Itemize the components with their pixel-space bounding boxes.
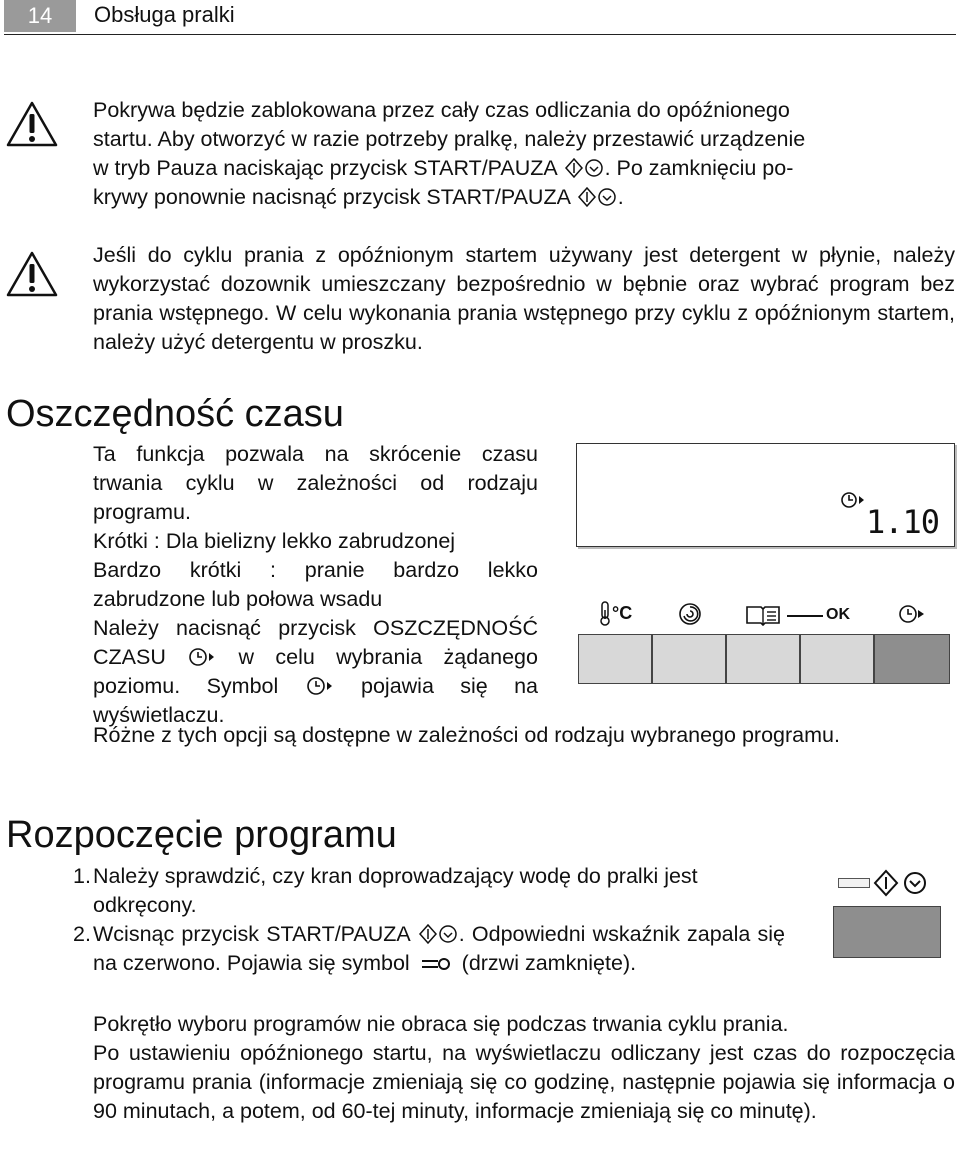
time-saving-options-text: Różne z tych opcji są dostępne w zależności od rodzaju wybranego programu. <box>93 723 840 747</box>
warning-triangle-icon <box>6 100 58 148</box>
start-pause-icon <box>563 157 605 179</box>
time-saving-press: Należy nacisnąć przycisk OSZCZĘDNOŚĆ CZASU w celu wybrania żądanego poziomu. Symbol pojawia się na wyświetlaczu. <box>93 616 538 727</box>
page-number: 14 <box>4 0 76 32</box>
start-pause-button[interactable] <box>833 906 941 958</box>
header-divider <box>4 34 956 35</box>
page-title: Obsługa pralki <box>94 2 235 27</box>
warning-1-line-3: w tryb Pauza naciskając przycisk START/PAUZA . Po zamknięciu po- <box>93 156 794 180</box>
step-1-number: 1. <box>73 864 91 888</box>
start-steps <box>73 862 785 978</box>
spin-icon <box>678 602 702 626</box>
warning-2-text: Jeśli do cyklu prania z opóźnionym startem używany jest detergent w płynie, należy wykorzystać dozownik umieszczany bezpośrednio w bębnie oraz wybrać program bez prania wstępnego. W celu wykonania prania wstępnego przy cyklu z opóźnionym startem, należy użyć detergentu w proszku. <box>93 243 955 354</box>
warning-1-line-4: krywy ponownie nacisnąć przycisk START/PAUZA . <box>93 185 624 209</box>
option-button[interactable] <box>726 634 800 684</box>
start-para-1: Pokrętło wyboru programów nie obraca się podczas trwania cyklu prania. <box>93 1012 789 1036</box>
time-saving-short: Krótki : Dla bielizny lekko zabrudzonej <box>93 529 456 553</box>
warning-text-2 <box>93 241 955 357</box>
start-paragraphs <box>93 1010 955 1126</box>
display-time-value: 1.10 <box>866 503 940 541</box>
warning-text-1 <box>93 96 955 212</box>
warning-1-line-1: Pokrywa będzie zablokowana przez cały czas odliczania do opóźnionego <box>93 98 790 122</box>
time-saving-icon <box>187 646 217 668</box>
time-saving-icon <box>840 490 866 510</box>
start-pause-icon <box>872 869 930 897</box>
time-saving-options <box>93 721 955 750</box>
book-icon <box>745 604 781 626</box>
section-heading-start: Rozpoczęcie programu <box>6 814 397 856</box>
temperature-indicator <box>598 600 632 626</box>
spin-button[interactable] <box>652 634 726 684</box>
ok-label: OK <box>826 606 850 623</box>
time-saving-icon <box>898 603 926 625</box>
time-saving-intro: Ta funkcja pozwala na skrócenie czasu trwania cyklu w zależności od rodzaju programu. <box>93 442 538 524</box>
warning-triangle-icon <box>6 250 58 298</box>
ok-button[interactable] <box>800 634 874 684</box>
time-saving-text <box>93 440 538 730</box>
time-saving-very-short: Bardzo krótki : pranie bardzo lekko zabrudzone lub połowa wsadu <box>93 558 538 611</box>
step-2-number: 2. <box>73 922 91 946</box>
start-indicator-light <box>838 878 870 888</box>
warning-1-line-2: startu. Aby otworzyć w razie potrzeby pralkę, należy przestawić urządzenie <box>93 127 806 151</box>
section-heading-time-saving: Oszczędność czasu <box>6 393 344 435</box>
temperature-unit: °C <box>612 603 633 623</box>
start-para-2: Po ustawieniu opóźnionego startu, na wyświetlaczu odliczany jest czas do rozpoczęcia programu prania (informacje zmieniają się co godzinę, następnie pojawia się informacja o 90 minutach, a potem, od 60-tej minuty, informacje zmieniają się co minutę). <box>93 1041 955 1123</box>
door-locked-icon <box>416 954 456 974</box>
start-pause-icon <box>576 186 618 208</box>
ok-connector-line <box>787 615 823 617</box>
step-2-text: Wcisnąc przycisk START/PAUZA . Odpowiedni wskaźnik zapala się na czerwono. Pojawia się symbol (drzwi zamknięte). <box>93 922 785 975</box>
start-pause-icon <box>417 923 459 945</box>
temperature-button[interactable] <box>578 634 652 684</box>
thermometer-icon <box>598 600 612 626</box>
step-1-text: Należy sprawdzić, czy kran doprowadzający wodę do pralki jest odkręcony. <box>93 864 698 917</box>
time-saving-button[interactable] <box>874 634 950 684</box>
time-saving-icon <box>305 675 335 697</box>
step-2 <box>73 920 785 978</box>
step-1 <box>73 862 785 920</box>
